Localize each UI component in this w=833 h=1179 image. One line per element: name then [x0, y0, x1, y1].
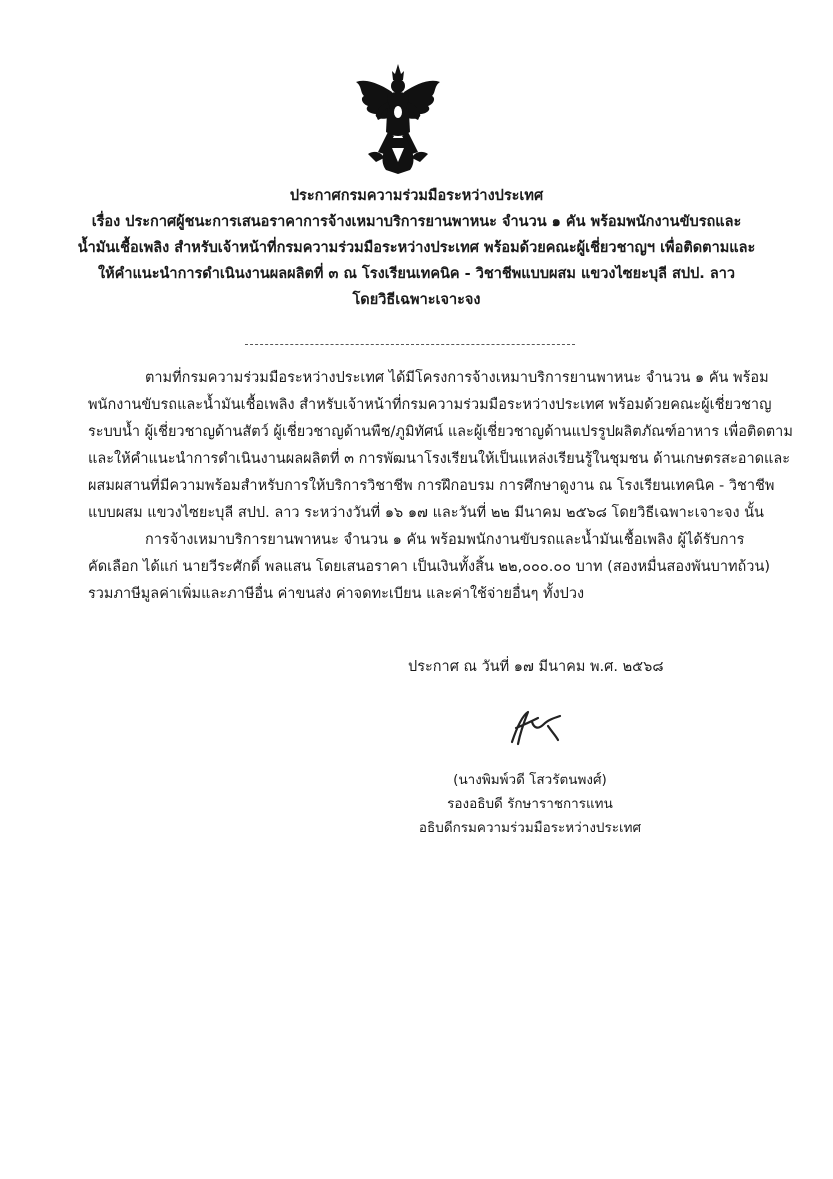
paragraph2-line-1: การจ้างเหมาบริการยานพาหนะ จำนวน ๑ คัน พร้อมพนักงานขับรถและน้ำมันเชื้อเพลิง ผู้ได้รับการ — [145, 532, 745, 548]
signatory-position-1: รองอธิบดี รักษาราชการแทน — [447, 796, 613, 812]
subject-line-3: ให้คำแนะนำการดำเนินงานผลผลิตที่ ๓ ณ โรงเรียนเทคนิค - วิชาชีพแบบผสม แขวงไซยะบุลี สปป. ลาว — [97, 266, 735, 282]
paragraph2-line-3: รวมภาษีมูลค่าเพิ่มและภาษีอื่น ค่าขนส่ง ค่าจดทะเบียน และค่าใช้จ่ายอื่นๆ ทั้งปวง — [88, 586, 585, 602]
signatory-name: (นางพิมพ์วดี โสวรัตนพงศ์) — [453, 772, 607, 788]
announcement-title: ประกาศกรมความร่วมมือระหว่างประเทศ — [289, 188, 544, 204]
handwritten-signature-icon — [498, 708, 570, 748]
subject-line-1: เรื่อง ประกาศผู้ชนะการเสนอราคาการจ้างเหมาบริการยานพาหนะ จำนวน ๑ คัน พร้อมพนักงานขับรถและ — [91, 214, 742, 230]
paragraph1-line-6: แบบผสม แขวงไซยะบุลี สปป. ลาว ระหว่างวันที่ ๑๖ ๑๗ และวันที่ ๒๒ มีนาคม ๒๕๖๘ โดยวิธีเฉพาะเจาะจง นั้น — [88, 505, 764, 521]
subject-line-4: โดยวิธีเฉพาะเจาะจง — [352, 292, 481, 308]
paragraph1-line-4: และให้คำแนะนำการดำเนินงานผลผลิตที่ ๓ การพัฒนาโรงเรียนให้เป็นแหล่งเรียนรู้ในชุมชน ด้านเกษตรสะอาดและ — [88, 451, 791, 467]
signatory-position-2: อธิบดีกรมความร่วมมือระหว่างประเทศ — [418, 820, 642, 836]
paragraph1-line-3: ระบบน้ำ ผู้เชี่ยวชาญด้านสัตว์ ผู้เชี่ยวชาญด้านพืช/ภูมิทัศน์ และผู้เชี่ยวชาญด้านแปรรูปผลิตภัณฑ์อาหาร เพื่อติดตาม — [88, 424, 793, 440]
paragraph1-line-5: ผสมผสานที่มีความพร้อมสำหรับการให้บริการวิชาชีพ การฝึกอบรม การศึกษาดูงาน ณ โรงเรียนเทคนิค - วิชาชีพ — [88, 478, 775, 494]
paragraph1-line-2: พนักงานขับรถและน้ำมันเชื้อเพลิง สำหรับเจ้าหน้าที่กรมความร่วมมือระหว่างประเทศ พร้อมด้วยคณะผู้เชี่ยวชาญ — [88, 397, 772, 413]
paragraph2-line-2: คัดเลือก ได้แก่ นายวีระศักดิ์ พลแสน โดยเสนอราคา เป็นเงินทั้งสิ้น ๒๒,๐๐๐.๐๐ บาท (สองหมื่นสองพันบาทถ้วน) — [88, 559, 771, 575]
header-divider — [245, 344, 575, 345]
subject-line-2: น้ำมันเชื้อเพลิง สำหรับเจ้าหน้าที่กรมความร่วมมือระหว่างประเทศ พร้อมด้วยคณะผู้เชี่ยวชาญฯ เพื่อติดตามและ — [77, 240, 756, 256]
announcement-date: ประกาศ ณ วันที่ ๑๗ มีนาคม พ.ศ. ๒๕๖๘ — [408, 659, 664, 675]
paragraph1-line-1: ตามที่กรมความร่วมมือระหว่างประเทศ ได้มีโครงการจ้างเหมาบริการยานพาหนะ จำนวน ๑ คัน พร้อม — [145, 370, 769, 386]
garuda-emblem-icon — [352, 62, 444, 177]
